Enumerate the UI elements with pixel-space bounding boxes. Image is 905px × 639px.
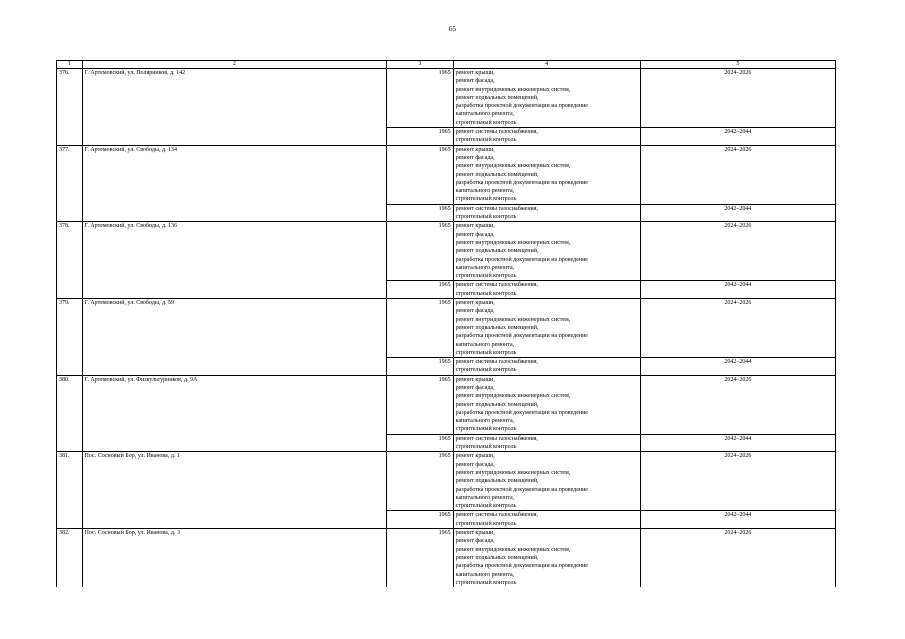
table-row — [57, 375, 836, 434]
works-list — [453, 204, 640, 222]
table-row — [57, 299, 836, 358]
work-item: ремонт внутридомовых инженерных систем, — [455, 469, 571, 476]
work-item: разработка проектной документации на проведение — [455, 103, 588, 110]
works-list — [453, 281, 640, 299]
work-item: ремонт внутридомовых инженерных систем, — [455, 546, 571, 553]
building-address: Г. Артемовский, ул. Свободы, д. 59 — [82, 299, 387, 376]
work-item: ремонт внутридомовых инженерных систем, — [455, 393, 571, 400]
work-item: ремонт подвальных помещений, — [455, 248, 539, 255]
work-item: строительный контроль — [455, 137, 517, 144]
repair-register-table — [56, 60, 836, 587]
work-item: ремонт фасада, — [455, 231, 495, 238]
planned-period: 2024–2026 — [640, 145, 835, 204]
table-body — [57, 61, 836, 588]
construction-year: 1965 — [387, 529, 453, 588]
work-item: ремонт подвальных помещений, — [455, 554, 539, 561]
work-item: ремонт внутридомовых инженерных систем, — [455, 239, 571, 246]
planned-period: 2024–2026 — [640, 375, 835, 434]
work-item: строительный контроль — [455, 196, 517, 203]
work-item: ремонт крыши, — [455, 453, 495, 460]
works-list — [453, 128, 640, 146]
building-address: Пос. Сосновый Бор, ул. Иванова, д. 1 — [82, 452, 387, 529]
building-address: Г. Артемовский, ул. Физкультурников, д. 9А — [82, 375, 387, 452]
construction-year: 1965 — [387, 511, 453, 529]
work-item: строительный контроль — [455, 290, 517, 297]
works-list — [453, 434, 640, 452]
works-list — [453, 69, 640, 128]
work-item: ремонт внутридомовых инженерных систем, — [455, 316, 571, 323]
work-item: ремонт системы газоснабжения, — [455, 435, 539, 442]
planned-period: 2042–2044 — [640, 204, 835, 222]
construction-year: 1965 — [387, 204, 453, 222]
work-item: строительный контроль — [455, 349, 517, 356]
work-item: строительный контроль — [455, 503, 517, 510]
work-item: ремонт крыши, — [455, 300, 495, 307]
planned-period: 2024–2026 — [640, 299, 835, 358]
work-item: строительный контроль — [455, 579, 517, 586]
page-number: 65 — [449, 25, 456, 33]
works-list — [453, 529, 640, 588]
construction-year: 1965 — [387, 358, 453, 376]
work-item: строительный контроль — [455, 367, 517, 374]
header-cell-3: 3 — [387, 61, 453, 69]
work-item: разработка проектной документации на проведение — [455, 486, 588, 493]
planned-period: 2042–2044 — [640, 281, 835, 299]
header-cell-5: 5 — [640, 61, 835, 69]
work-item: ремонт крыши, — [455, 146, 495, 153]
construction-year: 1965 — [387, 299, 453, 358]
work-item: строительный контроль — [455, 214, 517, 221]
work-item: капитального ремонта, — [455, 111, 515, 118]
planned-period: 2042–2044 — [640, 511, 835, 529]
work-item: разработка проектной документации на проведение — [455, 563, 588, 570]
construction-year: 1965 — [387, 375, 453, 434]
work-item: разработка проектной документации на проведение — [455, 409, 588, 416]
construction-year: 1965 — [387, 69, 453, 128]
planned-period: 2024–2026 — [640, 452, 835, 511]
planned-period: 2042–2044 — [640, 358, 835, 376]
work-item: строительный контроль — [455, 426, 517, 433]
work-item: ремонт крыши, — [455, 70, 495, 76]
row-number: 381. — [57, 452, 83, 529]
work-item: ремонт внутридомовых инженерных систем, — [455, 86, 571, 93]
work-item: ремонт крыши, — [455, 223, 495, 230]
works-list — [453, 299, 640, 358]
building-address: Г. Артемовский, ул. Свободы, д. 134 — [82, 145, 387, 222]
work-item: ремонт крыши, — [455, 530, 495, 537]
header-cell-4: 4 — [453, 61, 640, 69]
work-item: ремонт подвальных помещений, — [455, 171, 539, 178]
work-item: ремонт фасада, — [455, 384, 495, 391]
building-address: Г. Артемовский, ул. Свободы, д. 136 — [82, 222, 387, 299]
construction-year: 1965 — [387, 281, 453, 299]
building-address: Пос. Сосновый Бор, ул. Иванова, д. 3 — [82, 529, 387, 588]
work-item: ремонт подвальных помещений, — [455, 478, 539, 485]
planned-period: 2042–2044 — [640, 434, 835, 452]
work-item: ремонт подвальных помещений, — [455, 401, 539, 408]
work-item: капитального ремонта, — [455, 264, 515, 271]
row-number: 377. — [57, 145, 83, 222]
work-item: ремонт подвальных помещений, — [455, 94, 539, 101]
table-row — [57, 452, 836, 511]
works-list — [453, 222, 640, 281]
table-row — [57, 529, 836, 588]
table-row — [57, 69, 836, 128]
construction-year: 1965 — [387, 222, 453, 281]
work-item: капитального ремонта, — [455, 494, 515, 501]
works-list — [453, 452, 640, 511]
work-item: строительный контроль — [455, 119, 517, 126]
row-number: 380. — [57, 375, 83, 452]
row-number: 376. — [57, 69, 83, 146]
work-item: ремонт системы газоснабжения, — [455, 129, 539, 136]
works-list — [453, 145, 640, 204]
work-item: капитального ремонта, — [455, 571, 515, 578]
work-item: ремонт внутридомовых инженерных систем, — [455, 163, 571, 170]
row-number: 378. — [57, 222, 83, 299]
works-list — [453, 375, 640, 434]
work-item: ремонт фасада, — [455, 538, 495, 545]
work-item: разработка проектной документации на проведение — [455, 179, 588, 186]
work-item: ремонт подвальных помещений, — [455, 324, 539, 331]
table-header-row — [57, 61, 836, 69]
planned-period: 2024–2026 — [640, 69, 835, 128]
work-item: ремонт фасада, — [455, 154, 495, 161]
planned-period: 2042–2044 — [640, 128, 835, 146]
work-item: строительный контроль — [455, 273, 517, 280]
work-item: ремонт фасада, — [455, 308, 495, 315]
work-item: ремонт системы газоснабжения, — [455, 282, 539, 289]
planned-period: 2024–2026 — [640, 529, 835, 588]
table-row — [57, 222, 836, 281]
work-item: капитального ремонта, — [455, 188, 515, 195]
work-item: разработка проектной документации на проведение — [455, 333, 588, 340]
row-number: 379. — [57, 299, 83, 376]
work-item: ремонт системы газоснабжения, — [455, 359, 539, 366]
table-row — [57, 145, 836, 204]
planned-period: 2024–2026 — [640, 222, 835, 281]
work-item: ремонт системы газоснабжения, — [455, 512, 539, 519]
construction-year: 1965 — [387, 145, 453, 204]
works-list — [453, 358, 640, 376]
work-item: разработка проектной документации на проведение — [455, 256, 588, 263]
construction-year: 1965 — [387, 434, 453, 452]
work-item: капитального ремонта, — [455, 341, 515, 348]
work-item: ремонт фасада, — [455, 461, 495, 468]
header-cell-2: 2 — [82, 61, 387, 69]
header-cell-1: 1 — [57, 61, 83, 69]
work-item: строительный контроль — [455, 444, 517, 451]
construction-year: 1965 — [387, 452, 453, 511]
work-item: ремонт крыши, — [455, 376, 495, 383]
work-item: ремонт системы газоснабжения, — [455, 205, 539, 212]
work-item: строительный контроль — [455, 520, 517, 527]
row-number: 382. — [57, 529, 83, 588]
building-address: Г. Артемовский, ул. Полярников, д. 142 — [82, 69, 387, 146]
work-item: ремонт фасада, — [455, 78, 495, 85]
construction-year: 1965 — [387, 128, 453, 146]
works-list — [453, 511, 640, 529]
work-item: капитального ремонта, — [455, 418, 515, 425]
